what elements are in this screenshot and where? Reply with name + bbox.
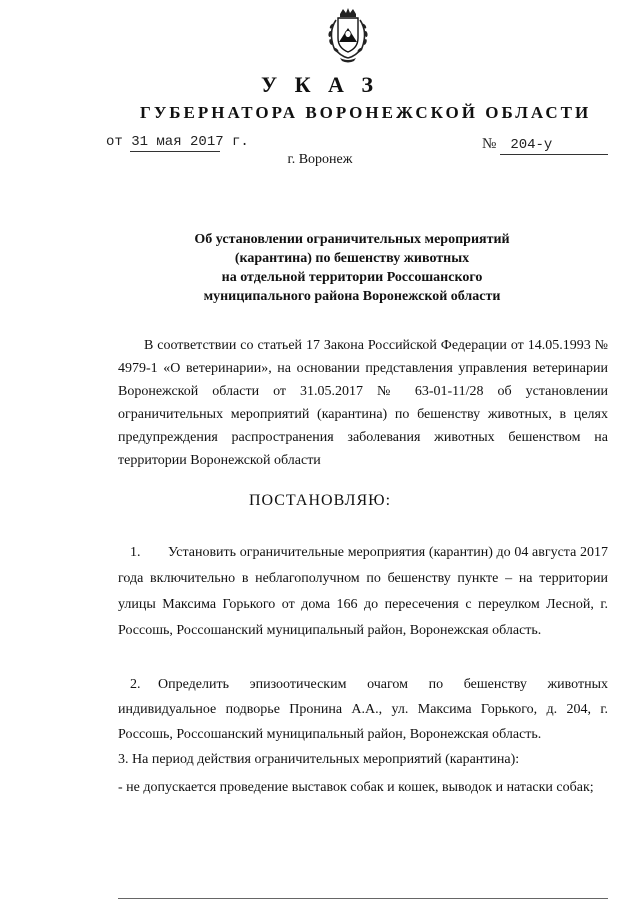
heading-line: Об установлении ограничительных мероприятий xyxy=(194,232,510,247)
item-1-paragraph xyxy=(118,540,608,644)
number-sign: № xyxy=(482,136,497,152)
preamble-paragraph: В соответствии со статьей 17 Закона Российской Федерации от 14.05.1993 № 4979-1 «О ветеринарии», на основании представления управления ветеринарии Воронежской области от 31.05.2017 № 63-01-11/28 об установлении ограничительных мероприятий (карантина) по бешенству животных, в целях предупреждения распространения заболевания животных бешенством на территории Воронежской области xyxy=(118,338,608,468)
item-1-number: 1. xyxy=(130,545,141,560)
item-3-paragraph: 3. На период действия ограничительных мероприятий (карантина): xyxy=(118,752,520,767)
page-bottom-rule xyxy=(118,898,608,899)
number-value: 204-у xyxy=(510,137,553,153)
heading-line: муниципального района Воронежской области xyxy=(203,289,501,304)
heading-line: на отдельной территории Россошанского xyxy=(221,270,483,285)
document-title: У К А З xyxy=(260,72,380,97)
document-number xyxy=(482,136,552,153)
item-2-paragraph xyxy=(118,672,608,747)
document-city: г. Воронеж xyxy=(287,152,353,167)
voronezh-coat-of-arms-icon xyxy=(322,8,374,64)
document-heading xyxy=(150,230,554,306)
heading-line: (карантина) по бешенству животных xyxy=(234,251,470,266)
document-subtitle: ГУБЕРНАТОРА ВОРОНЕЖСКОЙ ОБЛАСТИ xyxy=(140,103,592,122)
item-2-number: 2. xyxy=(130,677,141,692)
decree-word: ПОСТАНОВЛЯЮ: xyxy=(248,492,392,509)
document-date: от 31 мая 2017 г. xyxy=(106,134,249,150)
item-1-text: Установить ограничительные мероприятия (карантин) до 04 августа 2017 года включительно в неблагополучном по бешенству пункте – на территории улицы Максима Горького от дома 166 до пересечения с переулком Лесной, г. Россошь, Россошанский муниципальный район, Воронежская область. xyxy=(118,545,608,638)
item-2-text: Определить эпизоотическим очагом по бешенству животных индивидуальное подворье Пронина А.А., ул. Максима Горького, д. 204, г. Россошь, Россошанский муниципальный район, Воронежская область. xyxy=(118,677,608,742)
item-3-subitem-1: - не допускается проведение выставок собак и кошек, выводок и натаски собак; xyxy=(118,780,594,795)
